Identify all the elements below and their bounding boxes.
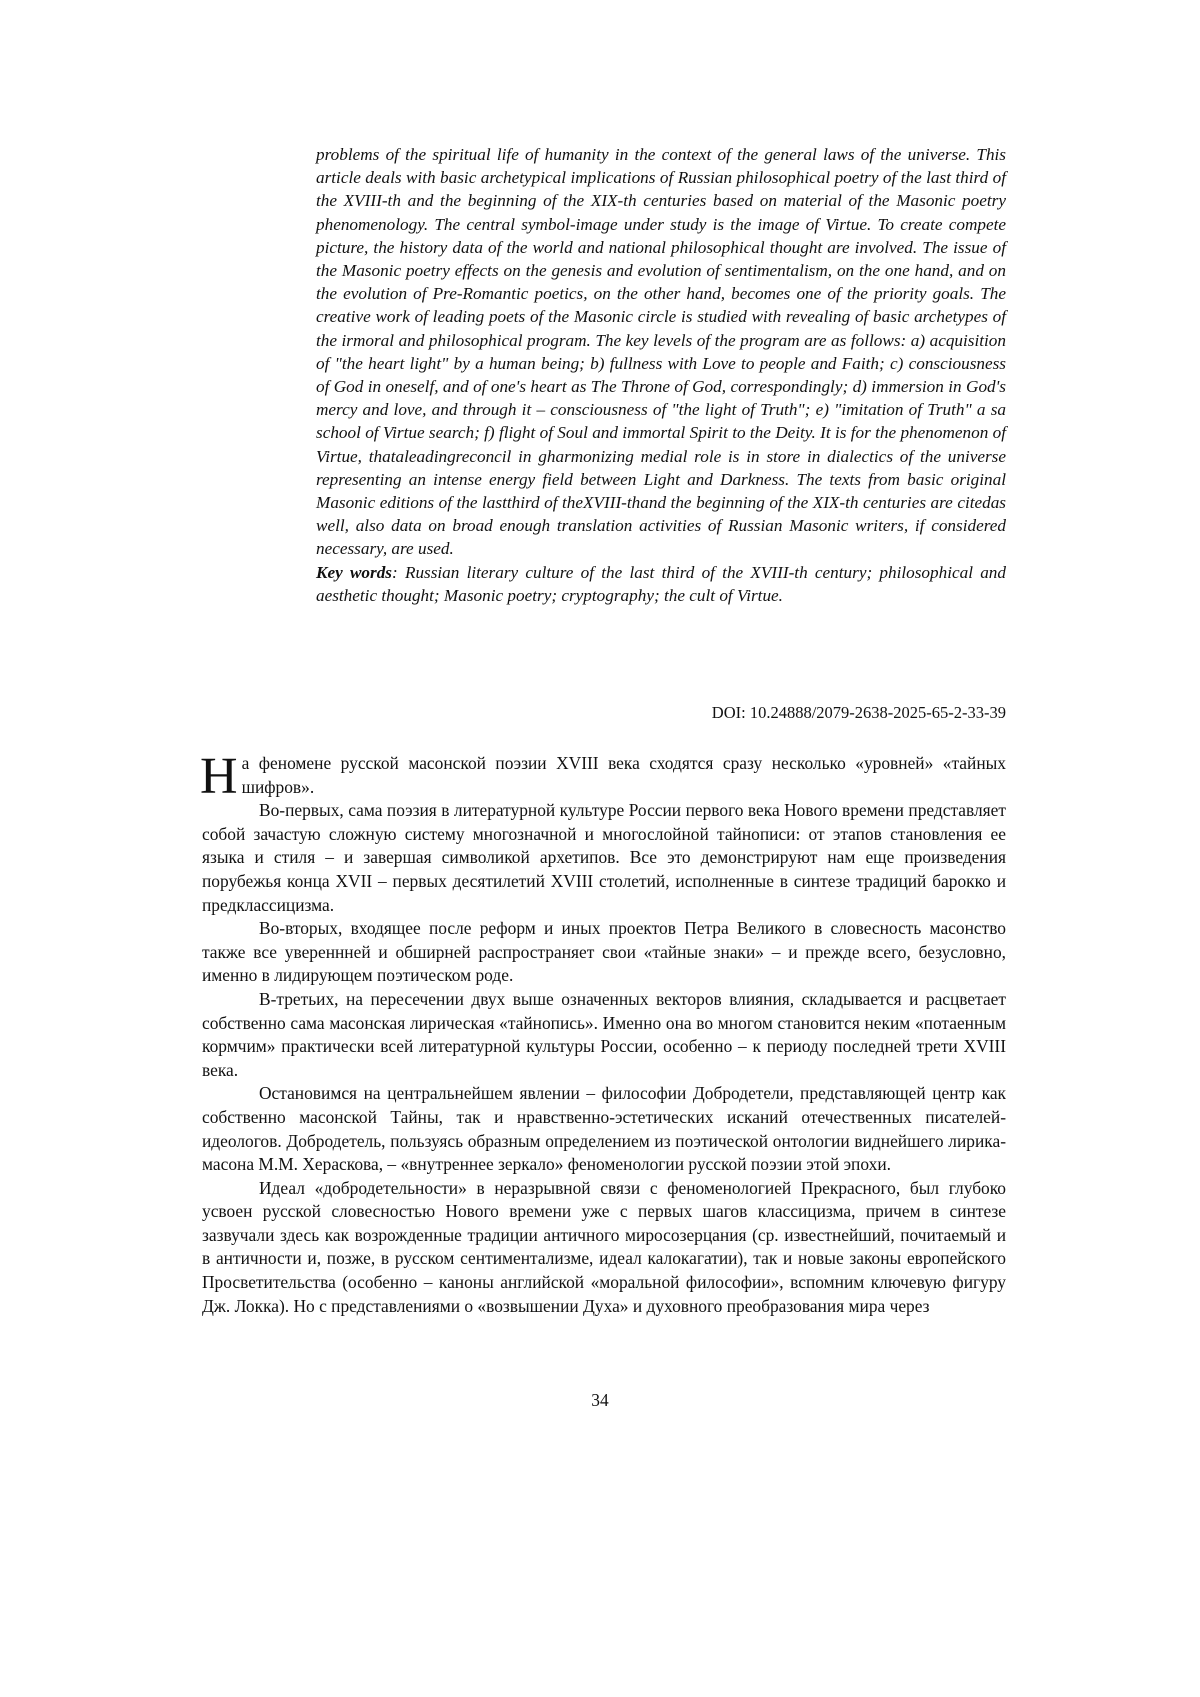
english-abstract (316, 143, 1006, 607)
drop-cap-letter: Н (200, 748, 238, 805)
body-paragraph-3: Во-вторых, входящее после реформ и иных проектов Петра Великого в словесность масонство также все увереннней и обширней распространяет свои «тайные знаки» – и прежде всего, безусловно, именно в лидирующем поэтическом роде. (202, 918, 1006, 986)
paragraph-text: а феномене русской масонской поэзии XVIII века сходятся сразу несколько «уровней» «тайных шифров». (241, 753, 1006, 797)
abstract-text: problems of the spiritual life of humanity in the context of the general laws of the universe. This article deals with basic archetypical implications of Russian philosophical poetry of the last third of the XVIII-th and the beginning of the XIX-th centuries based on material of the Masonic poetry phenomenology. The central symbol-image under study is the image of Virtue. To create compete picture, the history data of the world and national philosophical thought are involved. The issue of the Masonic poetry effects on the genesis and evolution of sentimentalism, on the one hand, and on the evolution of Pre-Romantic poetics, on the other hand, becomes one of the priority goals. The creative work of leading poets of the Masonic circle is studied with revealing of basic archetypes of the irmoral and philosophical program. The key levels of the program are as follows: a) acquisition of "the heart light" by a human being; b) fullness with Love to people and Faith; c) consciousness of God in oneself, and of one's heart as The Throne of God, correspondingly; d) immersion in God's mercy and love, and through it – consciousness of "the light of Truth"; e) "imitation of Truth" a sa school of Virtue search; f) flight of Soul and immortal Spirit to the Deity. It is for the phenomenon of Virtue, thataleadingreconcil in gharmonizing medial role is in store in dialectics of the universe representing an intense energy field between Light and Darkness. The texts from basic original Masonic editions of the lastthird of theXVIII-thand the beginning of the XIX-th centuries are citedas well, also data on broad enough translation activities of Russian Masonic writers, if considered necessary, are used. (316, 145, 1006, 559)
body-paragraph-2: Во-первых, сама поэзия в литературной культуре России первого века Нового времени представляет собой зачастую сложную систему многозначной и многослойной тайнописи: от этапов становления ее языка и стиля – и завершая символикой архетипов. Все это демонстрируют нам еще произведения порубежья конца XVII – первых десятилетий XVIII столетий, исполненные в синтезе традиций барокко и предклассицизма. (202, 800, 1006, 915)
article-body (200, 748, 1006, 1318)
keywords (316, 561, 1006, 607)
keywords-label: Key words (316, 562, 392, 582)
keywords-text: : Russian literary culture of the last third of the XVIII-th century; philosophical and aesthetic thought; Masonic poetry; cryptography; the cult of Virtue. (316, 562, 1006, 605)
body-paragraph-1 (200, 748, 1006, 805)
doi-line: DOI: 10.24888/2079-2638-2025-65-2-33-39 (711, 703, 1006, 722)
body-paragraph-5: Остановимся на центральнейшем явлении – философии Добродетели, представляющей центр как собственно масонской Тайны, так и нравственно-эстетических исканий отечественных писателей-идеологов. Добродетель, пользуясь образным определением из поэтической онтологии виднейшего лирика-масона М.М. Хераскова, – «внутреннее зеркало» феноменологии русской поэзии этой эпохи. (202, 1083, 1006, 1175)
body-paragraph-6: Идеал «добродетельности» в неразрывной связи с феноменологией Прекрасного, был глубоко усвоен русской словесностью Нового времени уже с первых шагов классицизма, причем в синтезе зазвучали здесь как возрожденные традиции античного миросозерцания (ср. известнейший, почитаемый и в античности и, позже, в русском сентиментализме, идеал калокагатии), так и новые законы европейского Просветительства (особенно – каноны английской «моральной философии», вспомним ключевую фигуру Дж. Локка). Но с представлениями о «возвышении Духа» и духовного преобразования мира через (202, 1177, 1006, 1316)
body-paragraph-4: В-третьих, на пересечении двух выше означенных векторов влияния, складывается и расцветает собственно сама масонская лирическая «тайнопись». Именно она во многом становится неким «потаенным кормчим» практически всей литературной культуры России, особенно – к периоду последней трети XVIII века. (202, 988, 1006, 1080)
page-number: 34 (591, 1390, 609, 1410)
